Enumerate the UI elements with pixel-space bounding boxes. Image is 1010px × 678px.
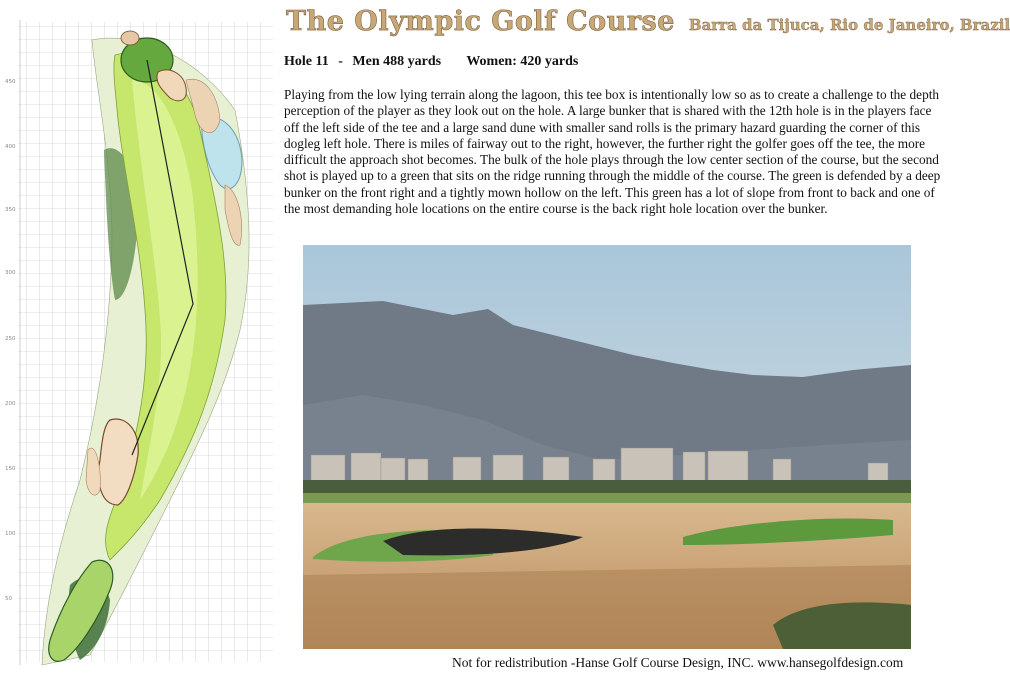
women-yardage: Women: 420 yards [466, 54, 579, 69]
yardage-mark: 200 [5, 401, 16, 407]
hole-number: Hole 11 [284, 54, 329, 69]
hole-info [284, 54, 584, 70]
yardage-mark: 100 [5, 531, 16, 537]
men-yardage: Men 488 yards [352, 54, 442, 69]
page-title [286, 6, 1010, 46]
footer-credit: Not for redistribution -Hanse Golf Course Design, INC. www.hansegolfdesign.com [452, 655, 904, 670]
yardage-mark: 300 [5, 270, 16, 276]
hole-description: Playing from the low lying terrain along the lagoon, this tee box is intentionally low so as to create a challenge to the depth perception of the player as they look out on the hole. A large bunker that is shared with the 12th hole is in the players face off the left side of the tee and a large sand dune with smaller sand rolls is the primary hazard guarding the corner of this dogleg left hole. There is miles of fairway out to the right, however, the further right the golfer goes off the tee, the more difficult the approach shot becomes. The bulk of the hole plays through the low center section of the course, but the second shot is played up to a green that sits on the ridge running through the middle of the course. The green is defended by a deep bunker on the front right and a tightly mown hollow on the left. This green has a lot of slope from front to back and one of the most demanding hole locations on the entire course is the back right hole location over the bunker. [284, 87, 941, 217]
hole-photo [303, 245, 911, 649]
course-location: Barra da Tijuca, Rio de Janeiro, Brazil [688, 16, 1010, 34]
yardage-mark: 450 [5, 79, 16, 85]
yardage-mark: 50 [5, 596, 12, 602]
hollow [121, 31, 139, 45]
hole-diagram [0, 0, 280, 678]
yardage-mark: 150 [5, 466, 16, 472]
course-title: The Olympic Golf Course [286, 6, 675, 37]
yardage-mark: 400 [5, 144, 16, 150]
hole-separator: - [338, 54, 343, 69]
yardage-mark: 250 [5, 336, 16, 342]
yardage-mark: 350 [5, 207, 16, 213]
